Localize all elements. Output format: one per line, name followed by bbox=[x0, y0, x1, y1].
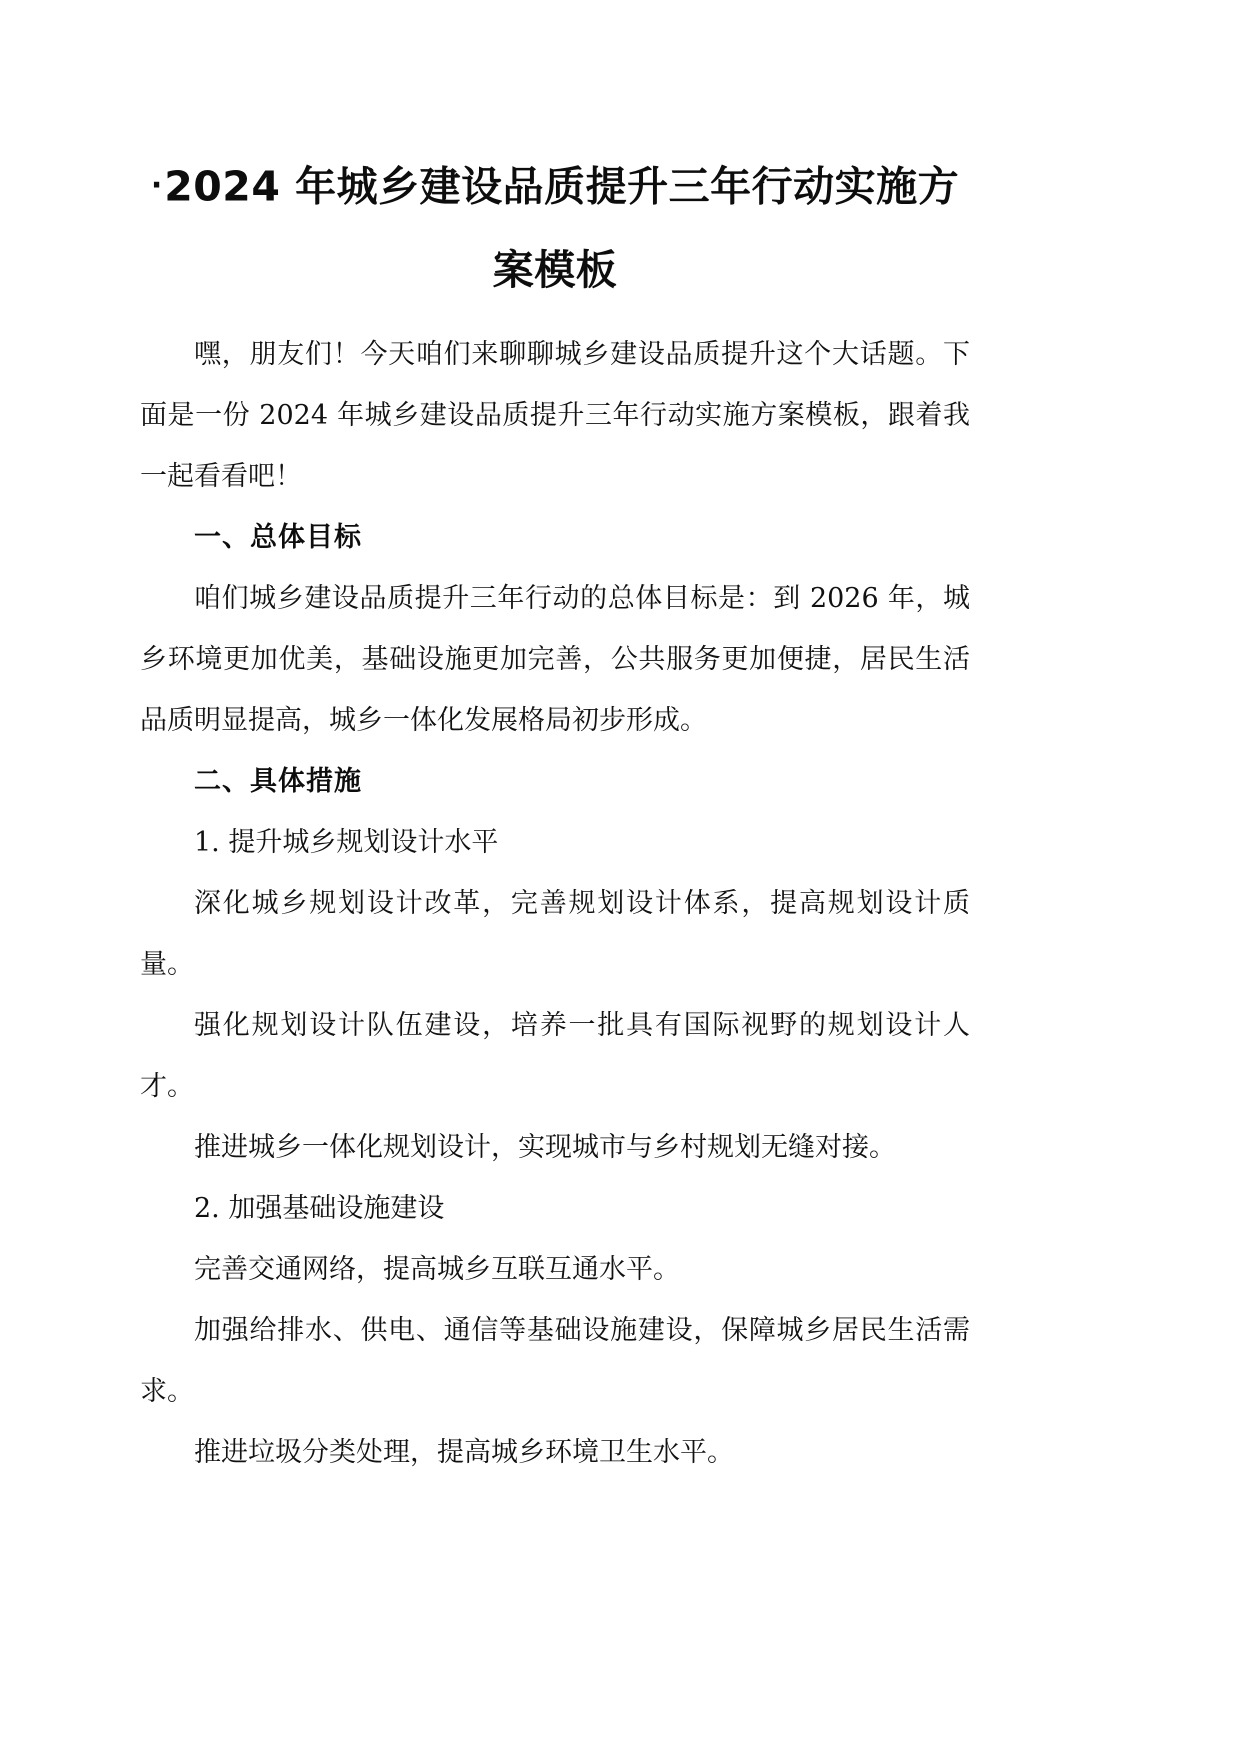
measure-1-point-3: 推进城乡一体化规划设计，实现城市与乡村规划无缝对接。 bbox=[194, 1132, 896, 1164]
title-spacer bbox=[140, 312, 970, 324]
measure-2-point-2: 加强给排水、供电、通信等基础设施建设，保障城乡居民生活需求。 bbox=[140, 1315, 970, 1408]
section-heading-specific-measures: 二、具体措施 bbox=[194, 766, 362, 798]
measure-2-point-1: 完善交通网络，提高城乡互联互通水平。 bbox=[194, 1254, 680, 1286]
title-text: 2024 年城乡建设品质提升三年行动实施方案模板 bbox=[164, 162, 960, 295]
section-heading-overall-goal: 一、总体目标 bbox=[194, 522, 362, 554]
title-lead-mark: · bbox=[150, 168, 165, 203]
document-body bbox=[140, 0, 970, 1483]
measure-1-point-2: 强化规划设计队伍建设，培养一批具有国际视野的规划设计人才。 bbox=[140, 1010, 970, 1103]
intro-paragraph: 嘿，朋友们！今天咱们来聊聊城乡建设品质提升这个大话题。下面是一份 2024 年城乡建设品质提升三年行动实施方案模板，跟着我一起看看吧！ bbox=[140, 339, 970, 493]
measure-1-point-1: 深化城乡规划设计改革，完善规划设计体系，提高规划设计质量。 bbox=[140, 888, 970, 981]
measure-2-point-3: 推进垃圾分类处理，提高城乡环境卫生水平。 bbox=[194, 1437, 734, 1469]
overall-goal-paragraph: 咱们城乡建设品质提升三年行动的总体目标是：到 2026 年，城乡环境更加优美，基础设施更加完善，公共服务更加便捷，居民生活品质明显提高，城乡一体化发展格局初步形成。 bbox=[140, 583, 970, 737]
measure-item-1: 1. 提升城乡规划设计水平 bbox=[194, 827, 499, 859]
measure-item-2: 2. 加强基础设施建设 bbox=[194, 1193, 445, 1225]
page-title bbox=[140, 0, 970, 312]
